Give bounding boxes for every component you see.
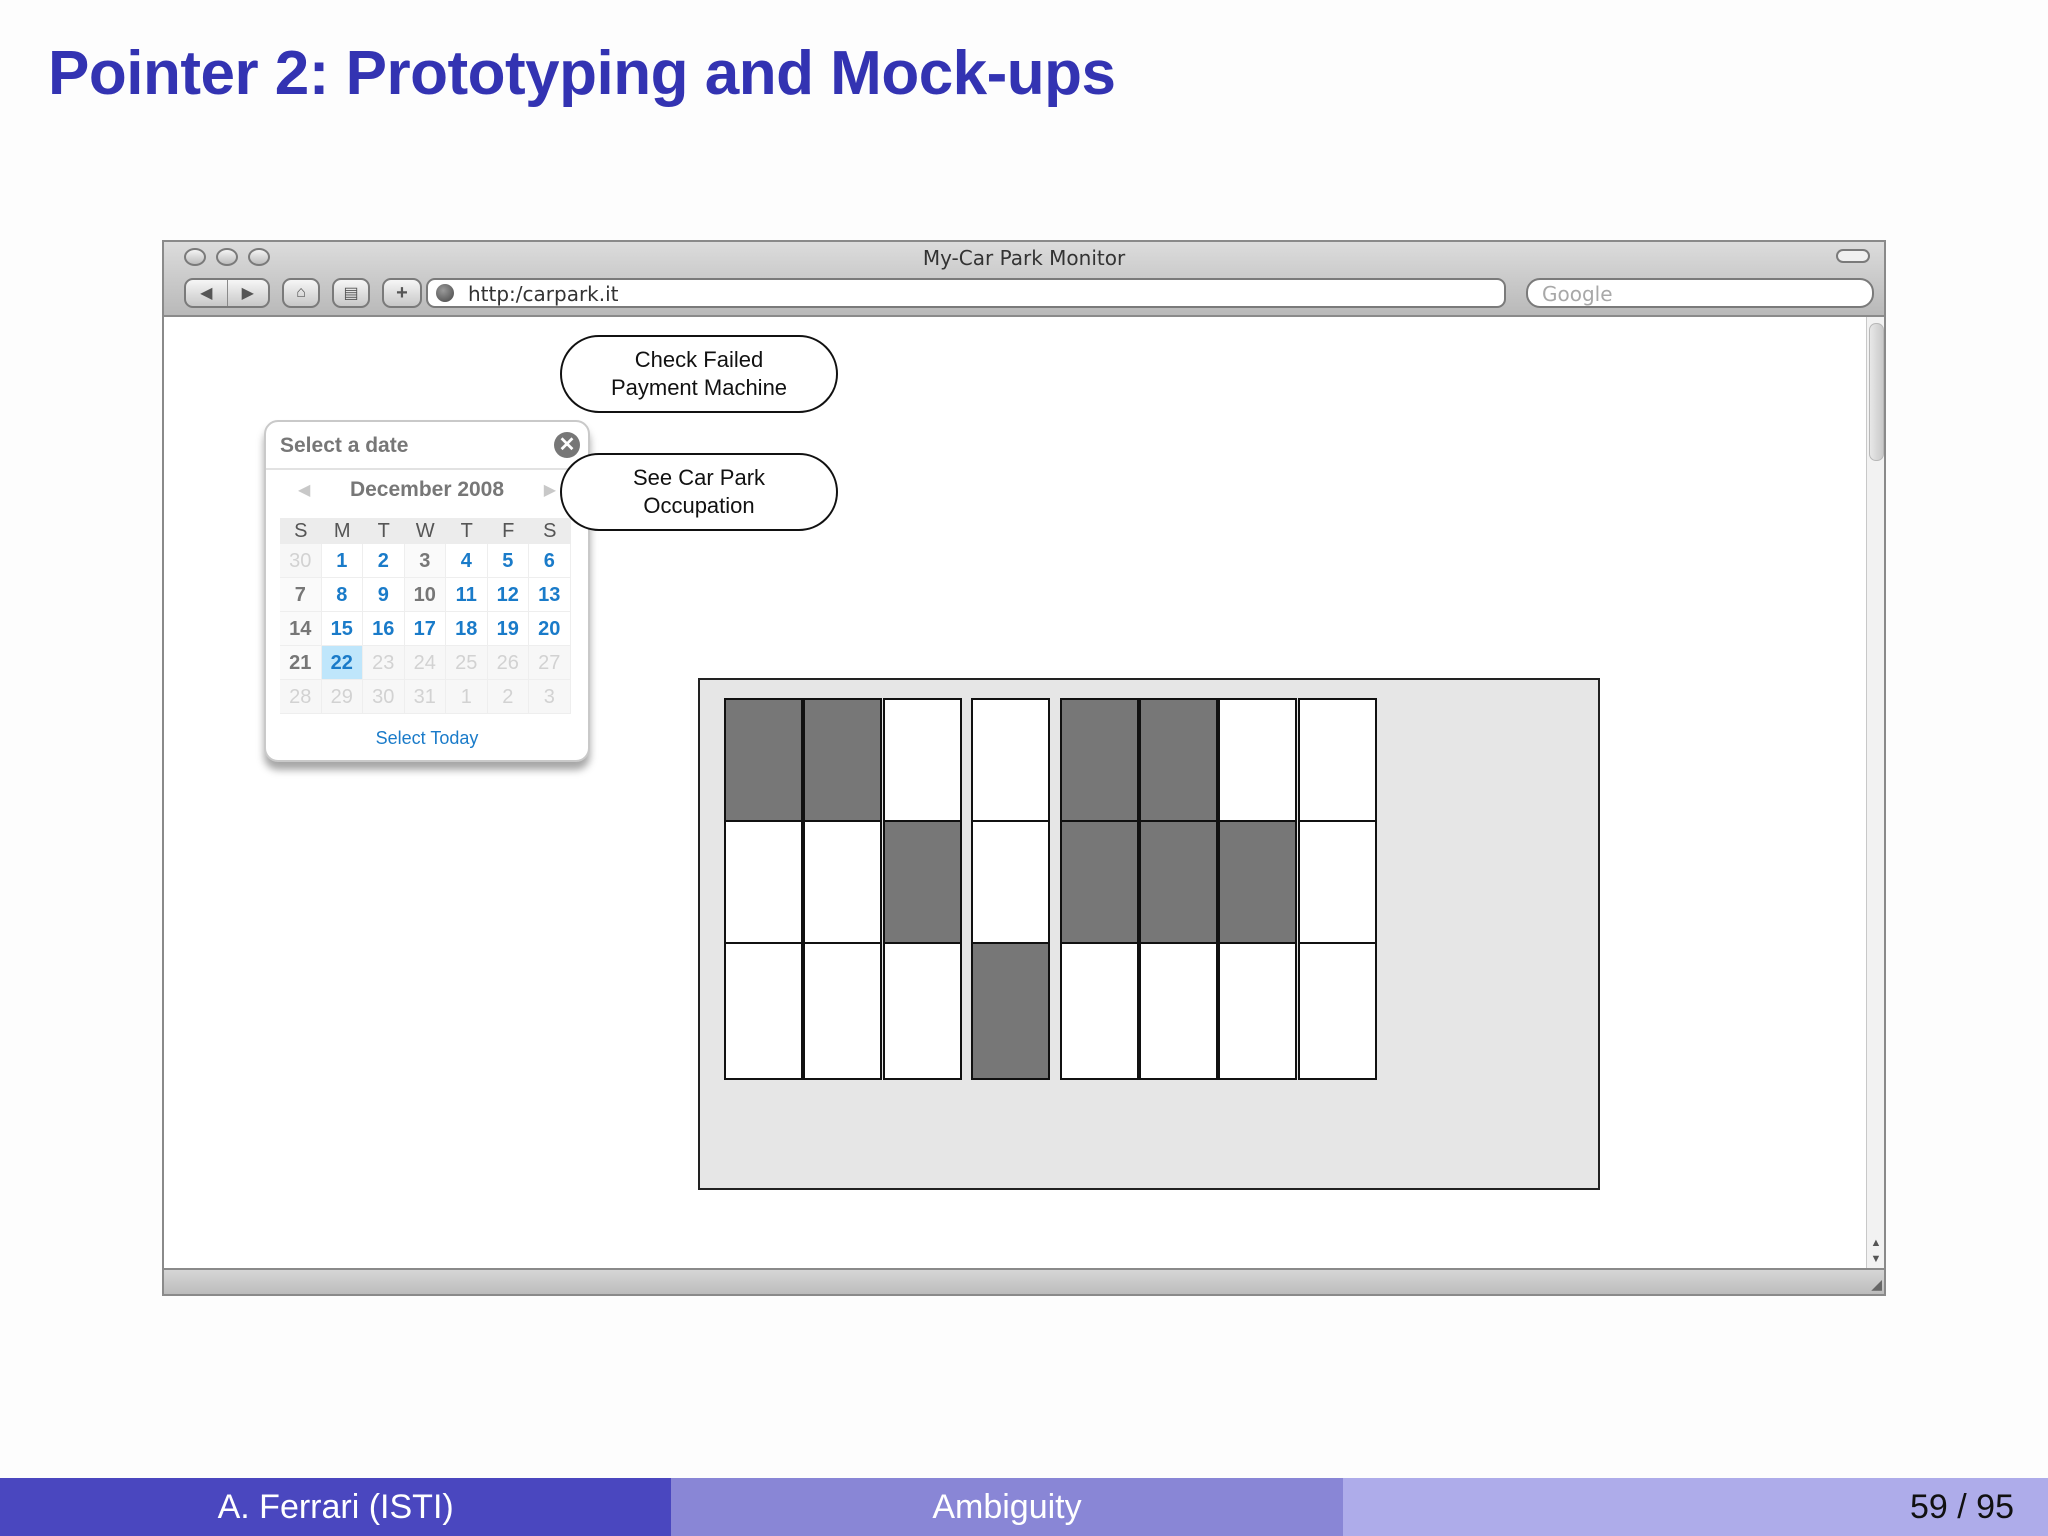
- resize-grip-icon[interactable]: ◢: [1871, 1276, 1882, 1292]
- status-bar: [164, 1268, 1884, 1294]
- weekday-header: F: [488, 518, 530, 544]
- parking-space-occupied[interactable]: [1218, 820, 1297, 958]
- calendar-day[interactable]: 27: [529, 646, 571, 680]
- parking-space-occupied[interactable]: [724, 698, 803, 836]
- url-text: http:/carpark.it: [468, 282, 619, 306]
- weekday-header: T: [363, 518, 405, 544]
- calendar-day[interactable]: 4: [446, 544, 488, 578]
- home-icon: ⌂: [296, 284, 306, 301]
- calendar-day[interactable]: 16: [363, 612, 405, 646]
- see-car-park-occupation-button[interactable]: See Car Park Occupation: [560, 453, 838, 531]
- calendar-day[interactable]: 6: [529, 544, 571, 578]
- calendar-day[interactable]: 1: [446, 680, 488, 714]
- calendar-day[interactable]: 3: [405, 544, 447, 578]
- print-button[interactable]: [332, 278, 370, 308]
- calendar-day[interactable]: 1: [322, 544, 364, 578]
- calendar-day[interactable]: 30: [363, 680, 405, 714]
- print-icon: ▤: [343, 285, 359, 302]
- parking-space-free[interactable]: [1060, 942, 1139, 1080]
- calendar-day[interactable]: 13: [529, 578, 571, 612]
- calendar-day[interactable]: 3: [529, 680, 571, 714]
- window-title: My-Car Park Monitor: [922, 246, 1126, 270]
- parking-space-occupied[interactable]: [1060, 820, 1139, 958]
- calendar-day[interactable]: 29: [322, 680, 364, 714]
- forward-icon[interactable]: ▶: [241, 285, 254, 302]
- selected-day[interactable]: 22: [322, 646, 364, 680]
- month-label: December 2008: [349, 478, 505, 501]
- slide-footer: [0, 1478, 2048, 1536]
- vertical-scrollbar[interactable]: [1866, 317, 1884, 1268]
- weekday-header: T: [446, 518, 488, 544]
- footer-author: A. Ferrari (ISTI): [0, 1478, 671, 1536]
- footer-topic: Ambiguity: [671, 1478, 1342, 1536]
- parking-space-free[interactable]: [1298, 698, 1377, 836]
- search-placeholder: Google: [1542, 282, 1613, 306]
- calendar-day[interactable]: 9: [363, 578, 405, 612]
- calendar-day[interactable]: 2: [488, 680, 530, 714]
- weekday-header: S: [529, 518, 571, 544]
- calendar-day[interactable]: 8: [322, 578, 364, 612]
- weekday-header: S: [280, 518, 322, 544]
- calendar-day[interactable]: 15: [322, 612, 364, 646]
- calendar-day[interactable]: 10: [405, 578, 447, 612]
- calendar-day[interactable]: 31: [405, 680, 447, 714]
- parking-space-occupied[interactable]: [1139, 820, 1218, 958]
- calendar-day[interactable]: 24: [405, 646, 447, 680]
- calendar-day[interactable]: 17: [405, 612, 447, 646]
- add-bookmark-button[interactable]: [382, 278, 422, 308]
- weekday-header: W: [405, 518, 447, 544]
- nav-buttons: [184, 278, 270, 308]
- car-park-map: [698, 678, 1600, 1190]
- calendar-day[interactable]: 28: [280, 680, 322, 714]
- calendar-day[interactable]: 19: [488, 612, 530, 646]
- parking-space-free[interactable]: [724, 820, 803, 958]
- select-today-link[interactable]: Select Today: [375, 728, 479, 748]
- date-picker-header: Select a date: [280, 434, 409, 457]
- toolbar-toggle-button[interactable]: [1836, 249, 1870, 263]
- date-picker: [264, 420, 590, 762]
- parking-space-free[interactable]: [1218, 942, 1297, 1080]
- parking-space-free[interactable]: [724, 942, 803, 1080]
- divider: [266, 468, 588, 470]
- parking-space-free[interactable]: [1139, 942, 1218, 1080]
- next-month-icon[interactable]: ▶: [543, 482, 556, 499]
- parking-space-free[interactable]: [803, 820, 882, 958]
- footer-page-number: 59 / 95: [1343, 1478, 2048, 1536]
- calendar-day[interactable]: 26: [488, 646, 530, 680]
- parking-space-free[interactable]: [803, 942, 882, 1080]
- parking-space-occupied[interactable]: [803, 698, 882, 836]
- close-icon[interactable]: ✕: [554, 432, 580, 458]
- globe-icon: [436, 284, 454, 302]
- calendar-day[interactable]: 12: [488, 578, 530, 612]
- parking-space-free[interactable]: [971, 698, 1050, 836]
- check-failed-payment-machine-button[interactable]: Check Failed Payment Machine: [560, 335, 838, 413]
- search-input[interactable]: [1526, 278, 1874, 308]
- parking-space-free[interactable]: [883, 698, 962, 836]
- weekday-header: M: [322, 518, 364, 544]
- back-icon[interactable]: ◀: [186, 280, 228, 306]
- calendar-grid: [280, 518, 571, 714]
- parking-space-free[interactable]: [1298, 820, 1377, 958]
- parking-space-free[interactable]: [1218, 698, 1297, 836]
- parking-space-occupied[interactable]: [1139, 698, 1218, 836]
- browser-window: [162, 240, 1886, 1296]
- calendar-day[interactable]: 21: [280, 646, 322, 680]
- parking-space-occupied[interactable]: [883, 820, 962, 958]
- calendar-day[interactable]: 7: [280, 578, 322, 612]
- scroll-thumb[interactable]: [1869, 323, 1884, 461]
- parking-space-occupied[interactable]: [1060, 698, 1139, 836]
- browser-toolbar: [164, 242, 1884, 317]
- previous-month-icon[interactable]: ◀: [298, 482, 311, 499]
- address-bar[interactable]: [426, 278, 1506, 308]
- home-button[interactable]: [282, 278, 320, 308]
- calendar-day[interactable]: 23: [363, 646, 405, 680]
- calendar-day[interactable]: 30: [280, 544, 322, 578]
- parking-space-free[interactable]: [883, 942, 962, 1080]
- parking-space-free[interactable]: [971, 820, 1050, 958]
- plus-icon: +: [396, 281, 408, 304]
- calendar-day[interactable]: 5: [488, 544, 530, 578]
- scroll-down-icon[interactable]: ▼: [1870, 1253, 1882, 1265]
- scroll-up-icon[interactable]: ▲: [1870, 1237, 1882, 1249]
- calendar-day[interactable]: 2: [363, 544, 405, 578]
- calendar-day[interactable]: 25: [446, 646, 488, 680]
- calendar-day[interactable]: 18: [446, 612, 488, 646]
- slide-title: Pointer 2: Prototyping and Mock-ups: [48, 39, 1116, 108]
- parking-space-occupied[interactable]: [971, 942, 1050, 1080]
- calendar-day[interactable]: 20: [529, 612, 571, 646]
- parking-space-free[interactable]: [1298, 942, 1377, 1080]
- calendar-day[interactable]: 11: [446, 578, 488, 612]
- calendar-day[interactable]: 14: [280, 612, 322, 646]
